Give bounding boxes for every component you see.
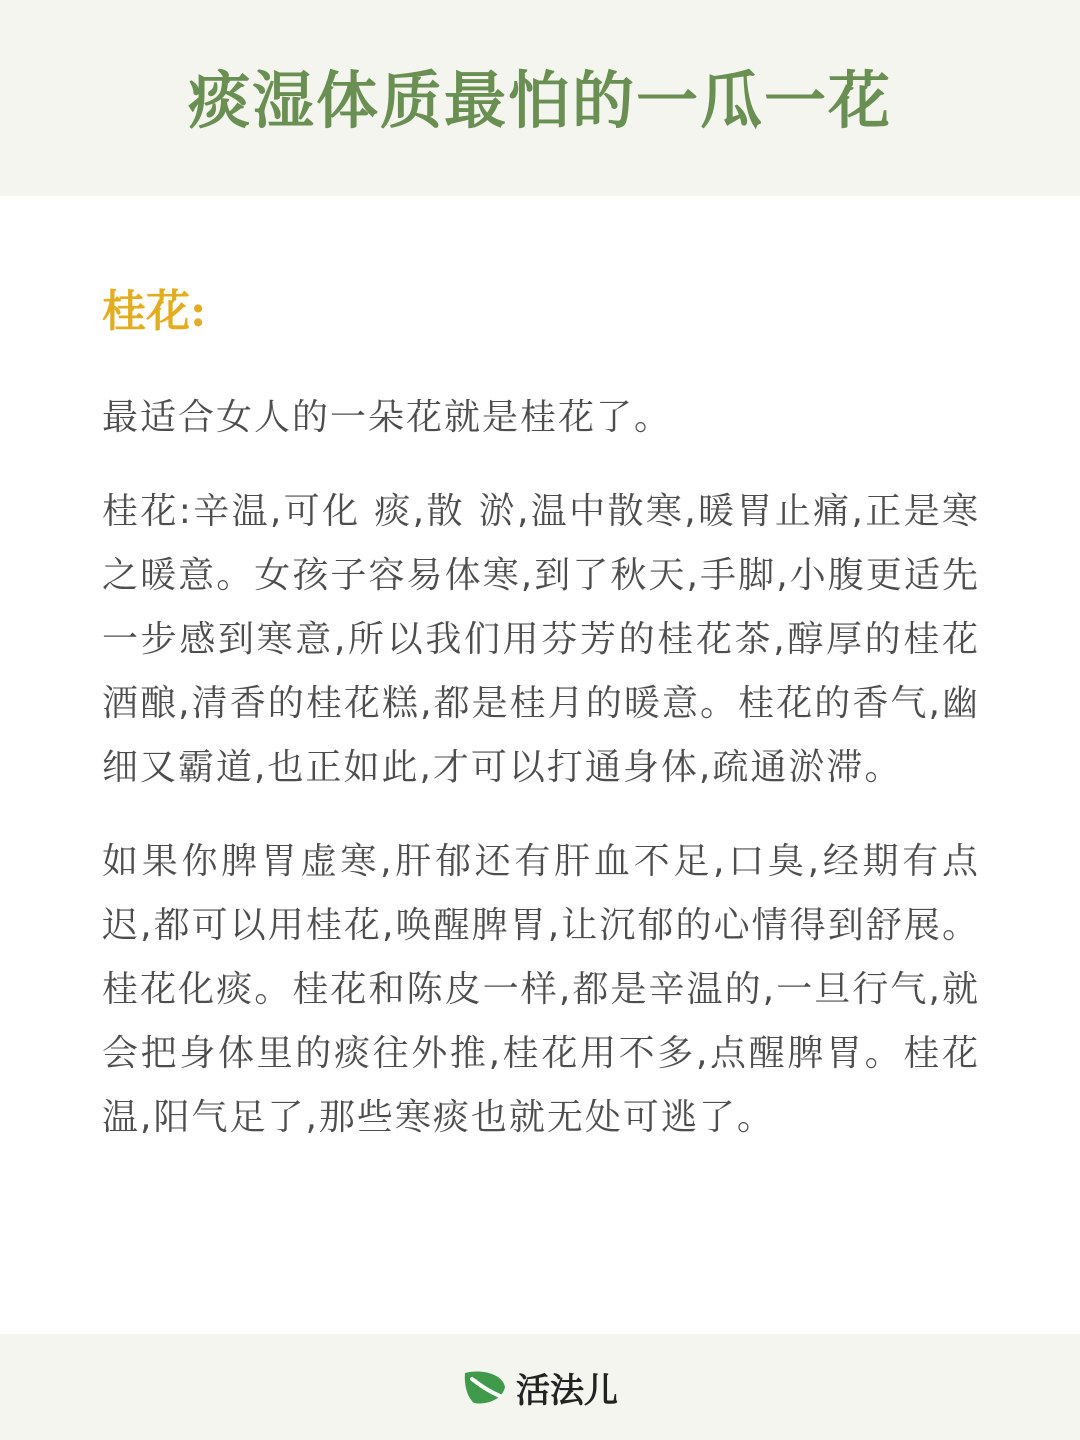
section-title: 桂花: — [102, 286, 207, 337]
brand-name: 活法儿 — [516, 1370, 618, 1411]
paragraph-properties: 桂花:辛温,可化 痰,散 淤,温中散寒,暖胃止痛,正是寒之暖意。女孩子容易体寒,到了秋天,手脚,小腹更适先一步感到寒意,所以我们用芬芳的桂花茶,醇厚的桂花酒酿,清香的桂花糕,都是桂月的暖意。桂花的香气,幽细又霸道,也正如此,才可以打通身体,疏通淤滞。 — [102, 491, 980, 788]
paragraph-intro: 最适合女人的一朵花就是桂花了。 — [102, 397, 673, 438]
article-content — [102, 282, 980, 1180]
footer-bar — [0, 1334, 1080, 1440]
leaf-icon — [462, 1367, 508, 1407]
header-banner — [0, 0, 1080, 196]
page-title: 痰湿体质最怕的一瓜一花 — [187, 63, 892, 137]
paragraph-benefits: 如果你脾胃虚寒,肝郁还有肝血不足,口臭,经期有点迟,都可以用桂花,唤醒脾胃,让沉郁的心情得到舒展。桂花化痰。桂花和陈皮一样,都是辛温的,一旦行气,就会把身体里的痰往外推,桂花用不多,点醒脾胃。桂花温,阳气足了,那些寒痰也就无处可逃了。 — [102, 841, 980, 1138]
brand-logo — [462, 1363, 618, 1412]
